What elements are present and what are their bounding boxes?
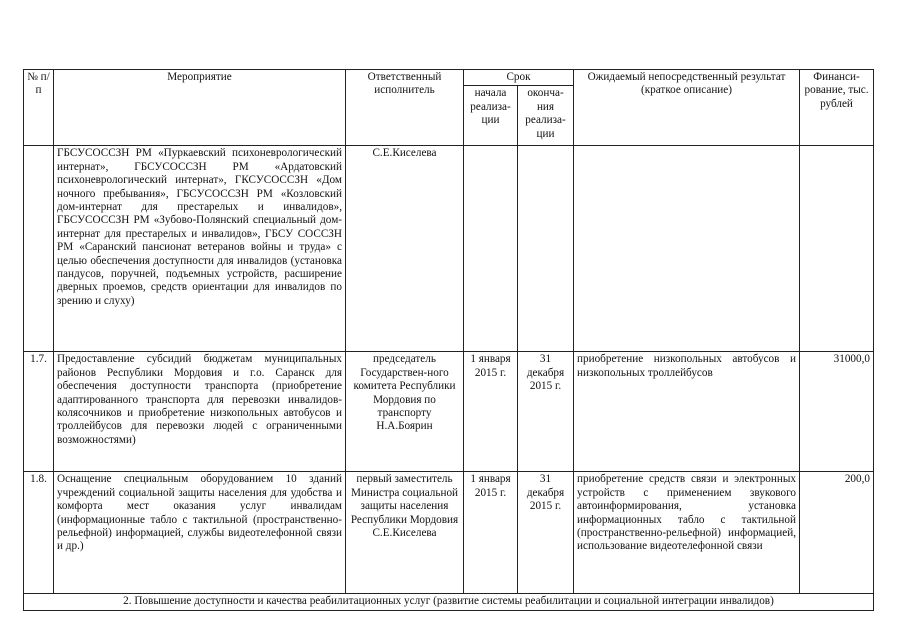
row-result: приобретение низкопольных автобусов и низкопольных троллейбусов	[574, 352, 800, 472]
row-num: 1.7.	[24, 352, 54, 472]
table-row	[24, 146, 874, 352]
header-responsible: Ответственный исполнитель	[346, 70, 464, 146]
row-event: Предоставление субсидий бюджетам муниципальных районов Республики Мордовия и г.о. Саранск для обеспечения доступности транспорта (приобретение адаптированного транспорта для перевозки инвалидов-колясочников и приобретение низкопольных автобусов и троллейбусов для перевозки людей с ограниченными возможностями)	[54, 352, 346, 472]
section-title: 2. Повышение доступности и качества реабилитационных услуг (развитие системы реабилитации и социальной интеграции инвалидов)	[24, 594, 874, 610]
row-responsible: С.Е.Киселева	[346, 146, 464, 352]
row-responsible: председатель Государствен-ного комитета Республики Мордовия по транспорту Н.А.Боярин	[346, 352, 464, 472]
measures-table	[23, 69, 874, 611]
header-finance: Финанси-рование, тыс. рублей	[800, 70, 874, 146]
row-finance: 31000,0	[800, 352, 874, 472]
section-row	[24, 594, 874, 610]
table-row	[24, 352, 874, 472]
row-event: ГБСУСОССЗН РМ «Пуркаевский психоневрологический интернат», ГБСУСОССЗН РМ «Ардатовский психоневрологический интернат», ГКСУСОССЗН «Дом ночного пребывания», ГБСУСОССЗН РМ «Козловский дом-интернат для престарелых и инвалидов», ГБСУСОССЗН РМ «Зубово-Полянский специальный дом-интернат для престарелых и инвалидов», ГБСУ СОССЗН РМ «Саранский пансионат ветеранов войны и труда» с целью обеспечения доступности для инвалидов (установка пандусов, поручней, подъемных устройств, расширение дверных проемов, средств ориентации для инвалидов по зрению и слуху)	[54, 146, 346, 352]
row-result: приобретение средств связи и электронных устройств с применением звукового автоинформирования, установка информационных табло с тактильной (пространственно-рельефной) информацией, использование видеотелефонной связи	[574, 472, 800, 594]
header-event: Мероприятие	[54, 70, 346, 146]
header-row	[24, 70, 874, 86]
row-finance	[800, 146, 874, 352]
row-end: 31 декабря 2015 г.	[518, 472, 574, 594]
header-term-end: оконча-ния реализа-ции	[518, 86, 574, 146]
row-num: 1.8.	[24, 472, 54, 594]
row-responsible: первый заместитель Министра социальной защиты населения Республики Мордовия С.Е.Киселева	[346, 472, 464, 594]
row-event: Оснащение специальным оборудованием 10 зданий учреждений социальной защиты населения для удобства и комфорта мест оказания услуг инвалидам (информационные табло с тактильной (пространственно-рельефной) информацией, службы видеотелефонной связи и др.)	[54, 472, 346, 594]
row-start: 1 января 2015 г.	[464, 352, 518, 472]
header-result: Ожидаемый непосредственный результат (краткое описание)	[574, 70, 800, 146]
row-end	[518, 146, 574, 352]
row-finance: 200,0	[800, 472, 874, 594]
header-term: Срок	[464, 70, 574, 86]
header-num: № п/п	[24, 70, 54, 146]
row-result	[574, 146, 800, 352]
row-start: 1 января 2015 г.	[464, 472, 518, 594]
row-start	[464, 146, 518, 352]
row-end: 31 декабря 2015 г.	[518, 352, 574, 472]
table-row	[24, 472, 874, 594]
row-num	[24, 146, 54, 352]
header-term-start: начала реализа-ции	[464, 86, 518, 146]
